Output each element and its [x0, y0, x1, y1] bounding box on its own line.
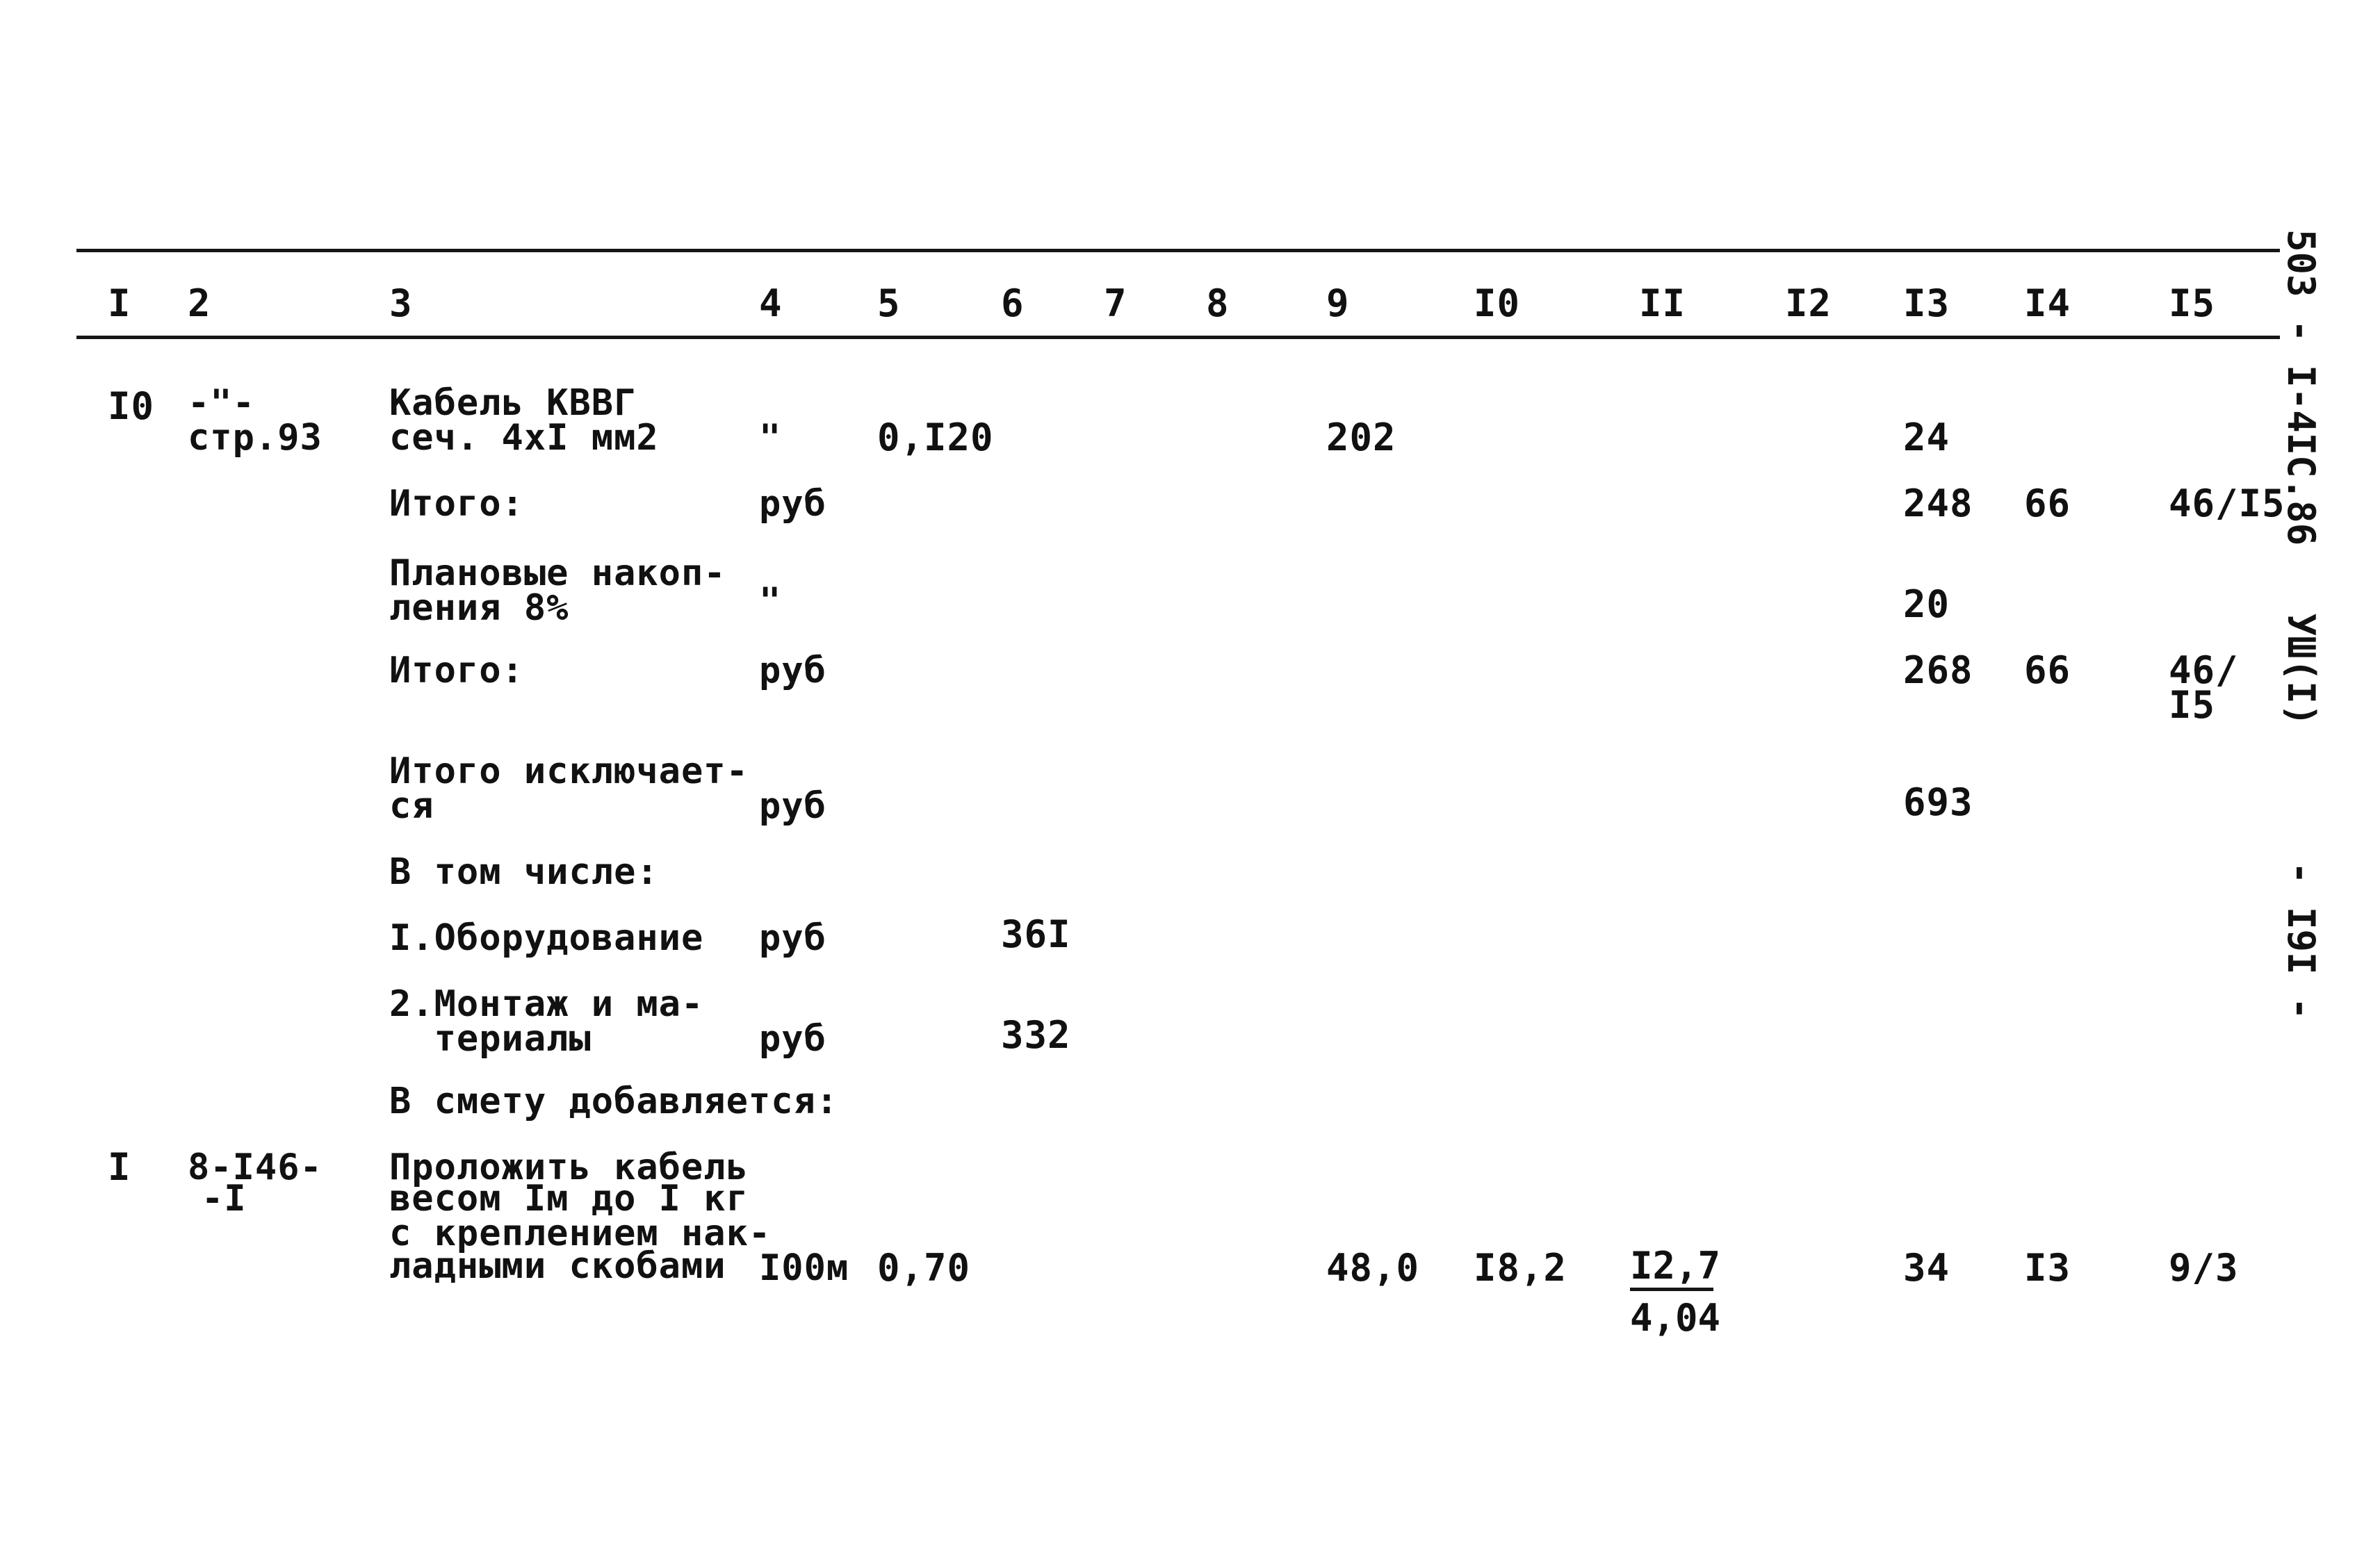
fraction-denominator: 4,04: [1630, 1296, 1721, 1340]
col-header-5: 5: [877, 281, 901, 325]
quantity: 0,70: [877, 1246, 971, 1290]
item-name: ся: [389, 785, 434, 827]
col-15-value: 9/3: [2169, 1246, 2239, 1290]
col-10-value: I8,2: [1474, 1246, 1567, 1290]
col-15-value: 46/: [2169, 648, 2239, 692]
fraction-numerator: I2,7: [1630, 1247, 1713, 1291]
col-13-value: 34: [1903, 1246, 1950, 1290]
col-header-1: I: [108, 281, 131, 325]
unit: ": [759, 580, 782, 622]
col-header-15: I5: [2169, 281, 2216, 325]
col-14-value: 66: [2024, 648, 2071, 692]
col-13-value: 268: [1903, 648, 1973, 692]
col-header-13: I3: [1903, 281, 1950, 325]
col-header-6: 6: [1001, 281, 1025, 325]
item-name: Кабель КВВГ: [389, 382, 637, 424]
row-number: I: [108, 1145, 131, 1189]
col-6-value: 36I: [1001, 912, 1071, 956]
col-14-value: I3: [2024, 1246, 2071, 1290]
col-14-value: 66: [2024, 482, 2071, 525]
price-code: -"-: [188, 382, 255, 424]
unit: ": [759, 417, 782, 459]
col-header-10: I0: [1474, 281, 1521, 325]
col-header-14: I4: [2024, 281, 2071, 325]
col-header-8: 8: [1206, 281, 1230, 325]
header-rule: [76, 336, 2280, 339]
item-name: весом Iм до I кг: [389, 1178, 749, 1220]
item-name: териалы: [389, 1018, 592, 1060]
quantity: 0,I20: [877, 416, 994, 459]
unit: руб: [759, 650, 826, 691]
price-code: 8-I46-: [188, 1147, 323, 1188]
item-name: Итого исключает-: [389, 750, 749, 792]
item-name: ладными скобами: [389, 1245, 726, 1287]
page-number: - I9I -: [2279, 862, 2323, 1020]
item-name: 2.Монтаж и ма-: [389, 983, 704, 1025]
item-name: сеч. 4хI мм2: [389, 417, 659, 459]
col-15-value: 46/I5: [2169, 482, 2285, 525]
unit: руб: [759, 917, 826, 959]
col-15-value: I5: [2169, 683, 2216, 727]
col-9-value: 202: [1326, 416, 1396, 459]
item-name: I.Оборудование: [389, 917, 704, 959]
price-code: -I: [202, 1178, 247, 1220]
col-header-12: I2: [1785, 281, 1832, 325]
col-11-fraction: [1630, 1244, 1721, 1340]
item-name: Проложить кабель: [389, 1147, 749, 1188]
unit: руб: [759, 483, 826, 525]
row-number: I0: [108, 384, 155, 428]
col-header-7: 7: [1104, 281, 1127, 325]
col-header-9: 9: [1326, 281, 1350, 325]
col-13-value: 248: [1903, 482, 1973, 525]
col-13-value: 693: [1903, 780, 1973, 824]
unit: I00м: [759, 1247, 849, 1289]
item-name: ления 8%: [389, 587, 569, 629]
item-name: с креплением нак-: [389, 1213, 772, 1254]
item-name: Итого:: [389, 650, 524, 691]
item-name: Плановые накоп-: [389, 552, 726, 594]
col-13-value: 24: [1903, 416, 1950, 459]
col-header-11: II: [1639, 281, 1686, 325]
document-code: 503 - I-4IC.86 УШ(I): [2279, 229, 2323, 727]
col-9-value: 48,0: [1326, 1246, 1420, 1290]
item-name: В смету добавляется:: [389, 1081, 839, 1122]
col-header-2: 2: [188, 281, 211, 325]
col-header-4: 4: [759, 281, 783, 325]
unit: руб: [759, 785, 826, 827]
col-13-value: 20: [1903, 582, 1950, 626]
unit: руб: [759, 1018, 826, 1060]
top-rule: [76, 249, 2280, 252]
col-header-3: 3: [389, 281, 413, 325]
col-6-value: 332: [1001, 1013, 1071, 1057]
item-name: В том числе:: [389, 851, 659, 893]
price-code: стр.93: [188, 417, 323, 459]
item-name: Итого:: [389, 483, 524, 525]
